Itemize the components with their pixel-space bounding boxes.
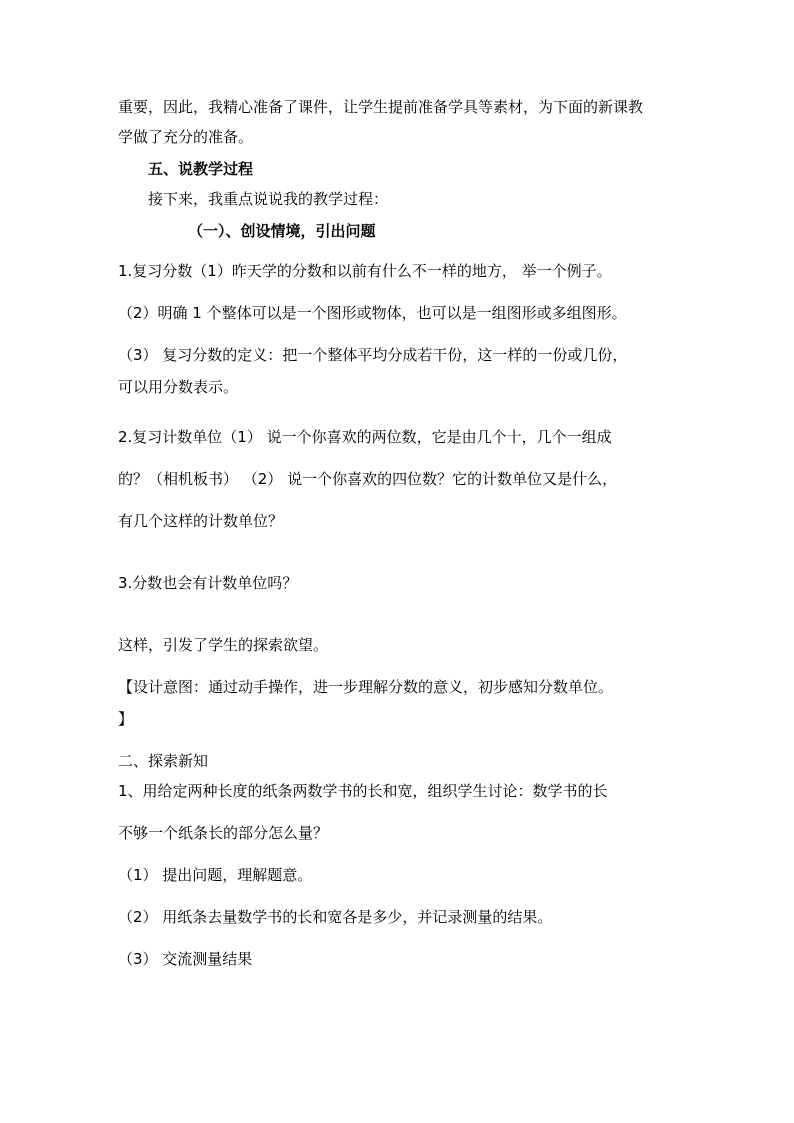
paragraph-line: 2.复习计数单位（1） 说一个你喜欢的两位数，它是由几个十，几个一组成: [118, 428, 612, 446]
paragraph-line: 不够一个纸条长的部分怎么量？: [118, 824, 329, 842]
paragraph-line: （3） 交流测量结果: [118, 950, 253, 968]
paragraph-line: （1） 提出问题，理解题意。: [118, 866, 313, 884]
paragraph-line: 这样，引发了学生的探索欲望。: [118, 636, 329, 654]
section-heading: 五、说教学过程: [148, 160, 254, 178]
subsection-heading: （一）、创设情境，引出问题: [188, 222, 376, 240]
paragraph-line: （3） 复习分数的定义：把一个整体平均分成若干份，这一样的一份或几份，: [118, 346, 628, 364]
paragraph-line: 接下来，我重点说说我的教学过程：: [148, 190, 389, 208]
paragraph-line: （2） 用纸条去量数学书的长和宽各是多少，并记录测量的结果。: [118, 908, 553, 926]
paragraph-line: 有几个这样的计数单位？: [118, 512, 284, 530]
paragraph-line: 学做了充分的准备。: [118, 128, 254, 146]
paragraph-line: 3.分数也会有计数单位吗？: [118, 574, 298, 592]
paragraph-line: 重要，因此，我精心准备了课件，让学生提前准备学具等素材，为下面的新课教: [118, 98, 644, 116]
design-intent-line: 】: [118, 710, 134, 728]
paragraph-line: 的？（相机板书） （2） 说一个你喜欢的四位数？它的计数单位又是什么，: [118, 470, 618, 488]
paragraph-line: （2）明确 1 个整体可以是一个图形或物体，也可以是一组图形或多组图形。: [118, 304, 627, 322]
design-intent-line: 【设计意图：通过动手操作，进一步理解分数的意义，初步感知分数单位。: [118, 678, 614, 696]
section-heading: 二、探索新知: [118, 752, 209, 770]
paragraph-line: 1、用给定两种长度的纸条两数学书的长和宽，组织学生讨论：数学书的长: [118, 782, 608, 800]
paragraph-line: 可以用分数表示。: [118, 378, 239, 396]
paragraph-line: 1.复习分数（1）昨天学的分数和以前有什么不一样的地方， 举一个例子。: [118, 262, 612, 280]
